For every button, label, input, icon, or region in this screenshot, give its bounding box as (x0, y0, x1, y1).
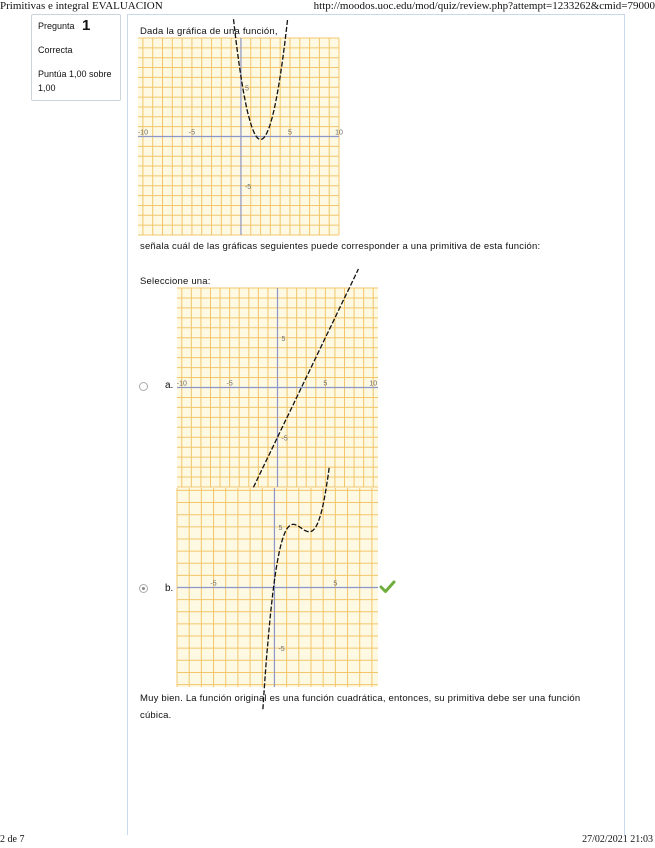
x-tick-label: -5 (188, 129, 196, 137)
y-tick-label: -5 (278, 646, 285, 654)
print-header (0, 0, 655, 14)
option-b-letter[interactable]: b. (165, 583, 174, 594)
x-tick-label: 5 (333, 580, 338, 588)
print-footer (0, 834, 655, 848)
feedback-text: Muy bien. La función original es una función cuadrática, entonces, su primitiva debe ser una función cúbica. (140, 693, 581, 721)
x-tick-label: -10 (137, 129, 148, 137)
x-tick-label: -10 (176, 380, 187, 388)
y-tick-label: 5 (281, 335, 286, 343)
print-url: http://moodos.uoc.edu/mod/quiz/review.php?attempt=1233262&cmid=79000 (313, 0, 655, 12)
check-icon (380, 580, 395, 594)
function-graph-svg (137, 38, 343, 235)
question-info-box (31, 14, 121, 101)
y-tick-label: -5 (281, 435, 288, 443)
question-label: Pregunta (38, 21, 75, 31)
x-tick-label: -5 (210, 580, 217, 588)
x-tick-label: 5 (288, 129, 292, 137)
option-b-radio[interactable] (139, 584, 148, 593)
y-tick-label: 5 (244, 85, 249, 93)
page-number: 2 de 7 (0, 834, 25, 845)
select-label: Seleccione una: (140, 276, 211, 287)
y-tick-label: -5 (244, 183, 252, 191)
question-state: Correcta (38, 45, 73, 55)
option-a-graph-svg (177, 288, 378, 487)
option-b-graph (177, 488, 378, 687)
option-a-graph (177, 288, 378, 487)
x-tick-label: -5 (226, 380, 233, 388)
question-grade: Puntúa 1,00 sobre 1,00 (38, 69, 112, 93)
question-number: 1 (82, 17, 91, 34)
function-graph (137, 38, 343, 235)
question-intro: Dada la gráfica de una función, (140, 26, 278, 37)
y-tick-label: 5 (278, 524, 283, 532)
option-a-radio[interactable] (139, 382, 148, 391)
x-tick-label: 10 (369, 380, 378, 388)
print-title: Primitivas e integral EVALUACION (0, 0, 163, 12)
x-tick-label: 5 (323, 380, 328, 388)
question-prompt: señala cuál de las gráficas seguientes puede corresponder a una primitiva de esta función: (140, 241, 541, 252)
option-b-graph-svg (177, 488, 378, 687)
x-tick-label: 10 (335, 129, 343, 137)
option-a-letter[interactable]: a. (165, 380, 174, 391)
print-datetime: 27/02/2021 21:03 (582, 834, 653, 845)
